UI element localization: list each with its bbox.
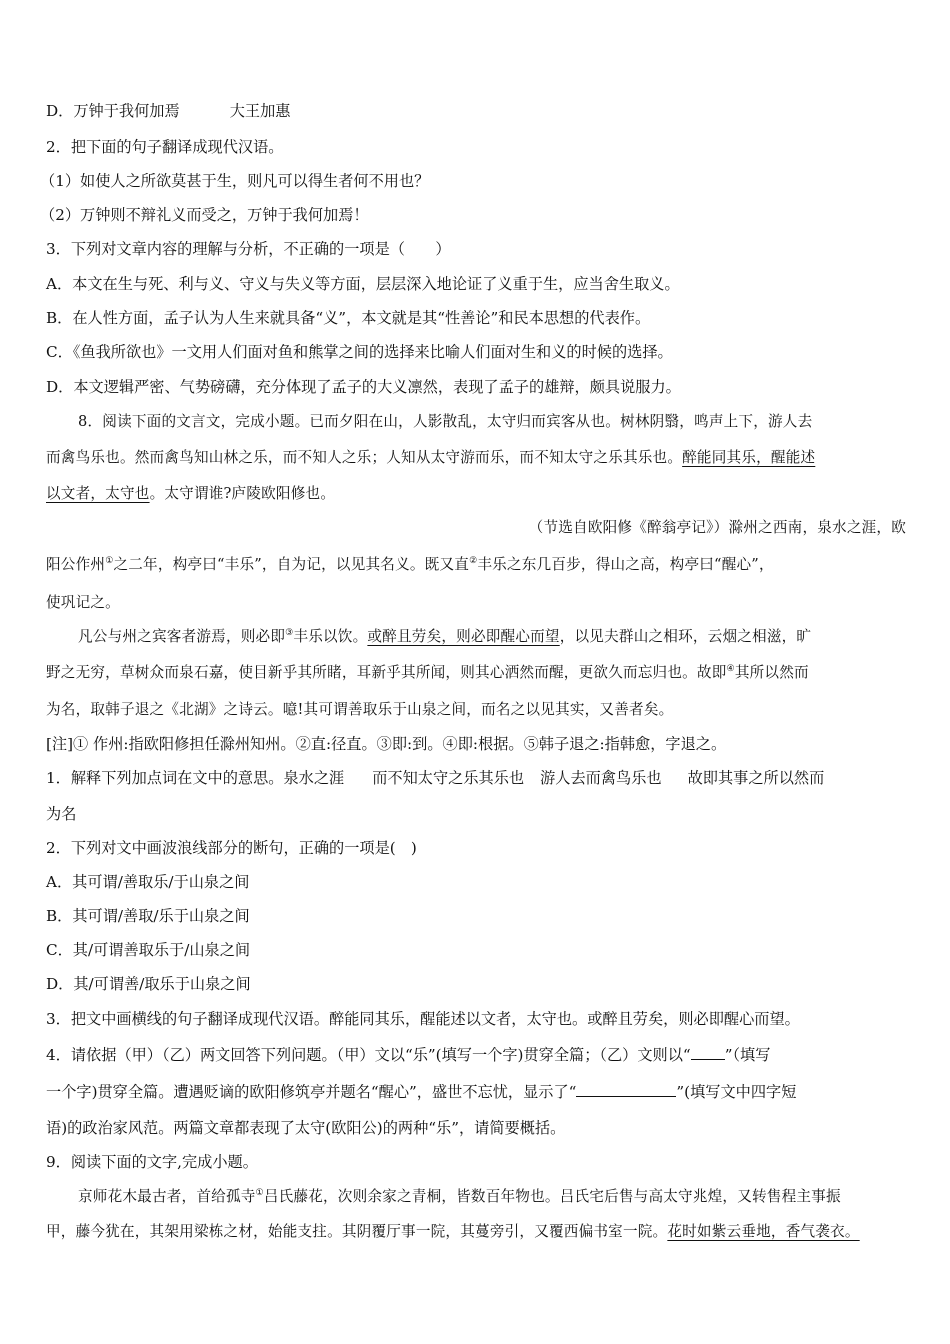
- q9-intro: 9．阅读下面的文字,完成小题。: [46, 1153, 258, 1171]
- answer-blank[interactable]: [576, 1080, 676, 1097]
- q8-question-4-cont: 语)的政治家风范。两篇文章都表现了太守(欧阳公)的两种“乐”，请简要概括。: [46, 1119, 566, 1137]
- q7-option-d: D．万钟于我何加焉 大王加惠: [46, 102, 291, 120]
- q7-option-d-analysis: D．本文逻辑严密、气势磅礴，充分体现了孟子的大义凛然，表现了孟子的雄辩，颇具说服力。: [46, 378, 681, 396]
- q8-question-3: 3．把文中画横线的句子翻译成现代汉语。醉能同其乐，醒能述以文者，太守也。或醉且劳矣，则必即醒心而望。: [46, 1010, 800, 1028]
- q8-passage-line: 使巩记之。: [46, 594, 120, 611]
- q8-passage-line: 凡公与州之宾客者游焉，则必即③丰乐以饮。或醉且劳矣，则必即醒心而望，以见夫群山之相环，云烟之相滋，旷: [78, 628, 812, 645]
- q8-passage-line: 而禽鸟乐也。然而禽鸟知山林之乐，而不知人之乐；人知从太守游而乐，而不知太守之乐其乐也。醉能同其乐，醒能述: [46, 449, 816, 466]
- q7-question-2-item-2: （2）万钟则不辩礼义而受之，万钟于我何加焉！: [40, 206, 369, 224]
- footnote-marker: ④: [726, 664, 735, 675]
- q7-question-3: 3．下列对文章内容的理解与分析，不正确的一项是（ ）: [46, 240, 451, 258]
- footnote-marker: ①: [105, 556, 114, 567]
- footnote-marker: ③: [285, 628, 294, 639]
- q8-option-c: C．其/可谓善取乐于/山泉之间: [46, 941, 251, 959]
- q7-option-c: C．《鱼我所欲也》一文用人们面对鱼和熊掌之间的选择来比喻人们面对生和义的时候的选择。: [46, 343, 673, 361]
- footnote-marker: ②: [469, 556, 478, 567]
- q9-passage-line: 甲，藤今犹在，其架用梁栋之材，始能支拄。其阴覆厅事一院，其蔓旁引，又覆西偏书室一院。花时如紫云垂地，香气袭衣。: [46, 1223, 860, 1240]
- q8-option-a: A．其可谓/善取乐/于山泉之间: [46, 873, 250, 891]
- q7-question-2-item-1: （1）如使人之所欲莫甚于生，则凡可以得生者何不用也？: [40, 172, 430, 190]
- q8-question-4: 4．请依据（甲）（乙）两文回答下列问题。（甲）文以“乐”(填写一个字)贯穿全篇；（乙）文则以“ ”（填写: [46, 1043, 906, 1066]
- q7-option-a: A．本文在生与死、利与义、守义与失义等方面，层层深入地论证了义重于生，应当舍生取义。: [46, 275, 680, 293]
- q8-intro: 8．阅读下面的文言文，完成小题。已而夕阳在山，人影散乱，太守归而宾客从也。树林阴翳，鸣声上下，游人去: [78, 413, 813, 430]
- q8-notes: [注]① 作州:指欧阳修担任滁州知州。②直:径直。③即:到。④即:根据。⑤韩子退之:指韩愈，字退之。: [46, 735, 727, 753]
- q8-passage-line: 阳公作州①之二年，构亭曰“丰乐”，自为记，以见其名义。既又直②丰乐之东几百步，得山之高，构亭曰“醒心”，: [46, 556, 774, 573]
- q9-passage-line: 京师花木最古者，首给孤寺①吕氏藤花，次则余家之青桐，皆数百年物也。吕氏宅后售与高太守兆煌，又转售程主事振: [78, 1188, 841, 1205]
- q7-option-b: B．在人性方面，孟子认为人生来就具备“义”，本文就是其“性善论”和民本思想的代表作。: [46, 309, 651, 327]
- underlined-sentence: 或醉且劳矣，则必即醒心而望: [367, 628, 560, 645]
- q7-question-2: 2．把下面的句子翻译成现代汉语。: [46, 138, 284, 156]
- q8-option-b: B．其可谓/善取/乐于山泉之间: [46, 907, 250, 925]
- answer-blank[interactable]: [691, 1043, 725, 1060]
- q8-question-2: 2．下列对文中画波浪线部分的断句，正确的一项是( ): [46, 839, 417, 857]
- q8-option-d: D．其/可谓善/取乐于山泉之间: [46, 975, 251, 993]
- q8-passage-line: 为名，取韩子退之《北湖》之诗云。噫!其可谓善取乐于山泉之间，而名之以见其实，又善者矣。: [46, 701, 674, 718]
- underlined-sentence: 以文者，太守也: [46, 485, 150, 502]
- footnote-marker: ①: [255, 1188, 264, 1199]
- q8-question-4-cont: 一个字)贯穿全篇。遭遇贬谪的欧阳修筑亭并题名“醒心”，盛世不忘忧，显示了“ ”(填写文中四字短: [46, 1080, 906, 1103]
- q8-passage-line: 野之无穷，草树众而泉石嘉，使目新乎其所睹，耳新乎其所闻，则其心洒然而醒，更欲久而忘归也。故即④其所以然而: [46, 664, 809, 681]
- q8-question-1: 1．解释下列加点词在文中的意思。泉水之涯 而不知太守之乐其乐也 游人去而禽鸟乐也 故即其事之所以然而: [46, 769, 825, 787]
- underlined-sentence: 醉能同其乐，醒能述: [682, 449, 816, 466]
- q8-source: （节选自欧阳修《醉翁亭记》）滁州之西南，泉水之涯，欧: [528, 519, 906, 536]
- q8-question-1-cont: 为名: [46, 805, 77, 823]
- q8-passage-line: 以文者，太守也。太守谓谁?庐陵欧阳修也。: [46, 485, 336, 502]
- underlined-sentence: 花时如紫云垂地，香气袭衣。: [667, 1223, 860, 1240]
